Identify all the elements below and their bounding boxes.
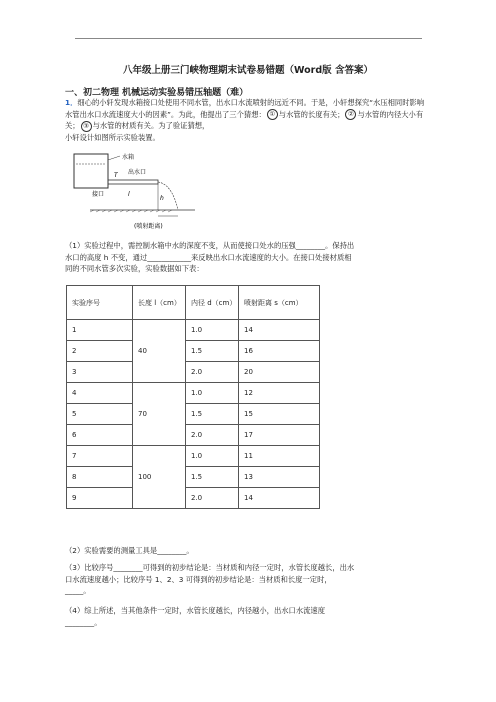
part-3-line-a: （3）比较序号________可得到的初步结论是：当材质和内径一定时，水管长度越长，出水 bbox=[65, 563, 355, 572]
circle-2-icon: ② bbox=[345, 109, 356, 120]
circle-3-icon: ③ bbox=[81, 121, 92, 132]
table-cell: 9 bbox=[67, 488, 133, 509]
table-cell: 1.5 bbox=[186, 467, 239, 488]
table-cell: 2.0 bbox=[186, 425, 239, 446]
question-part-4 bbox=[65, 605, 430, 628]
table-cell: 1.0 bbox=[186, 320, 239, 341]
question-number: 1． bbox=[65, 98, 78, 107]
table-cell: 17 bbox=[239, 425, 320, 446]
part-3-line-b: 口水流速度越小；比较序号 1、2、3 可得到的初步结论是：当材质和长度一定时， bbox=[65, 574, 332, 584]
figure-caption: (喷射距离) bbox=[134, 223, 163, 230]
header-cell: 实验序号 bbox=[67, 286, 133, 320]
table-row bbox=[67, 383, 320, 404]
table-cell: 1.5 bbox=[186, 341, 239, 362]
table-row bbox=[67, 404, 320, 425]
data-table bbox=[66, 285, 320, 509]
table-row bbox=[67, 488, 320, 509]
table-cell: 1.0 bbox=[186, 383, 239, 404]
table-cell: 2.0 bbox=[186, 362, 239, 383]
part-3-line-c: _____。 bbox=[65, 586, 91, 595]
table-cell: 16 bbox=[239, 341, 320, 362]
question-1-stem bbox=[65, 97, 430, 143]
question-part-1 bbox=[65, 240, 430, 275]
label-l: l bbox=[128, 191, 130, 198]
label-outlet: 出水口 bbox=[128, 169, 147, 176]
part-1-line-b: 水口的高度 h 不变，通过____________来反映出水口水流速度的大小。在接口处接材质相 bbox=[65, 252, 352, 262]
table-header-row bbox=[67, 286, 320, 320]
table-row bbox=[67, 446, 320, 467]
table-cell: 5 bbox=[67, 404, 133, 425]
question-part-2: （2）实验需要的测量工具是________。 bbox=[65, 546, 194, 555]
guess-1: 与水管的长度有关； bbox=[278, 109, 345, 119]
table-cell: 3 bbox=[67, 362, 133, 383]
table-cell: 12 bbox=[239, 383, 320, 404]
table-cell: 1.5 bbox=[186, 404, 239, 425]
table-row bbox=[67, 320, 320, 341]
table-cell: 1.0 bbox=[186, 446, 239, 467]
part-4-line-b: ________。 bbox=[65, 617, 102, 627]
table-cell-length: 70 bbox=[133, 383, 186, 446]
table-cell-length: 100 bbox=[133, 446, 186, 509]
table-cell: 1 bbox=[67, 320, 133, 341]
header-rule bbox=[75, 38, 422, 39]
header-cell: 长度 l（cm） bbox=[133, 286, 186, 320]
table-cell: 13 bbox=[239, 467, 320, 488]
guess-3: 与水管的材质有关。为了验证猜想， bbox=[92, 121, 210, 130]
table-cell: 14 bbox=[239, 488, 320, 509]
table-cell: 2 bbox=[67, 341, 133, 362]
table-cell-length: 40 bbox=[133, 320, 186, 383]
question-part-3 bbox=[65, 562, 430, 597]
section-heading: 一、初二物理 机械运动实验易错压轴题（难） bbox=[65, 88, 249, 98]
table-cell: 11 bbox=[239, 446, 320, 467]
stem-text-a: 细心的小轩发现水箱接口处使用不同水管，出水口水流喷射的远近不同。于是，小轩想探究“水压相同时影响水管出水口水流速度大小的因素”。为此，他提出了三个猜想： bbox=[65, 98, 425, 119]
header-cell: 喷射距离 s（cm） bbox=[239, 286, 320, 320]
label-h: h bbox=[160, 195, 164, 202]
header-cell: 内径 d（cm） bbox=[186, 286, 239, 320]
label-T: T bbox=[114, 172, 118, 179]
table-row bbox=[67, 467, 320, 488]
part-4-line-a: （4）综上所述，当其他条件一定时，水管长度越长，内径越小，出水口水流速度 bbox=[65, 606, 326, 615]
table-row bbox=[67, 341, 320, 362]
table-cell: 8 bbox=[67, 467, 133, 488]
table-row bbox=[67, 362, 320, 383]
experiment-figure bbox=[70, 150, 200, 240]
label-water-tank: 水箱 bbox=[122, 154, 135, 161]
page-title: 八年级上册三门峡物理期末试卷易错题（Word版 含答案） bbox=[123, 65, 373, 76]
table-cell: 15 bbox=[239, 404, 320, 425]
table-cell: 7 bbox=[67, 446, 133, 467]
table-cell: 14 bbox=[239, 320, 320, 341]
guess-2: 与水管的内径大小有关； bbox=[65, 109, 424, 130]
stem-text-b: 小轩设计如图所示实验装置。 bbox=[65, 132, 160, 142]
table-cell: 2.0 bbox=[186, 488, 239, 509]
part-1-line-a: （1）实验过程中，需控制水箱中水的深度不变，从而使接口处水的压强________。保持出 bbox=[65, 241, 355, 250]
part-1-line-c: 同的不同水管多次实验，实验数据如下表： bbox=[65, 264, 204, 273]
table-cell: 20 bbox=[239, 362, 320, 383]
table-cell: 4 bbox=[67, 383, 133, 404]
circle-1-icon: ① bbox=[267, 109, 278, 120]
table-row bbox=[67, 425, 320, 446]
label-joint: 接口 bbox=[92, 191, 105, 198]
table-cell: 6 bbox=[67, 425, 133, 446]
